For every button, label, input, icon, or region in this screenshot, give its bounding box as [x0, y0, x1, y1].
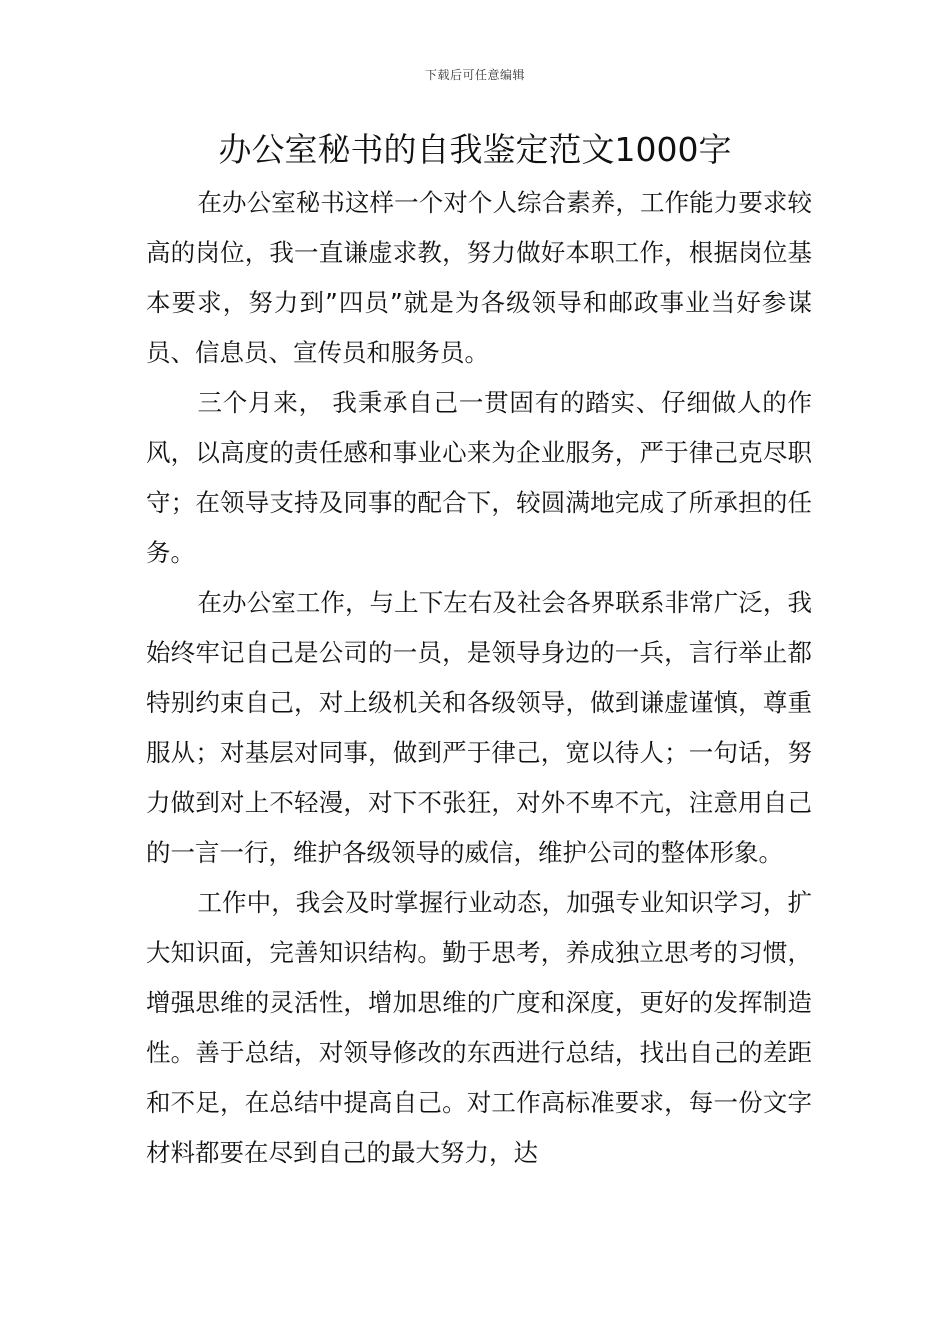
header-note: 下载后可任意编辑	[424, 68, 525, 82]
document-body	[146, 178, 812, 1178]
paragraph-1: 在办公室秘书这样一个对个人综合素养，工作能力要求较高的岗位，我一直谦虚求教，努力做好本职工作，根据岗位基本要求，努力到”四员”就是为各级领导和邮政事业当好参谋员、信息员、宣传员和服务员。	[146, 188, 812, 367]
paragraph-4: 工作中，我会及时掌握行业动态，加强专业知识学习，扩大知识面，完善知识结构。勤于思考，养成独立思考的习惯，增强思维的灵活性，增加思维的广度和深度，更好的发挥制造性。善于总结，对领导修改的东西进行总结，找出自己的差距和不足，在总结中提高自己。对工作高标准要求，每一份文字材料都要在尽到自己的最大努力，达	[146, 888, 812, 1167]
paragraph-3: 在办公室工作，与上下左右及社会各界联系非常广泛，我始终牢记自己是公司的一员，是领导身边的一兵，言行举止都特别约束自己，对上级机关和各级领导，做到谦虚谨慎，尊重服从；对基层对同事，做到严于律己，宽以待人；一句话，努力做到对上不轻漫，对下不张狂，对外不卑不亢，注意用自己的一言一行，维护各级领导的威信，维护公司的整体形象。	[146, 588, 812, 867]
document-title: 办公室秘书的自我鉴定范文1000字	[218, 130, 732, 169]
paragraph-2: 三个月来， 我秉承自己一贯固有的踏实、仔细做人的作风，以高度的责任感和事业心来为企业服务，严于律己克尽职守；在领导支持及同事的配合下，较圆满地完成了所承担的任务。	[146, 388, 812, 567]
